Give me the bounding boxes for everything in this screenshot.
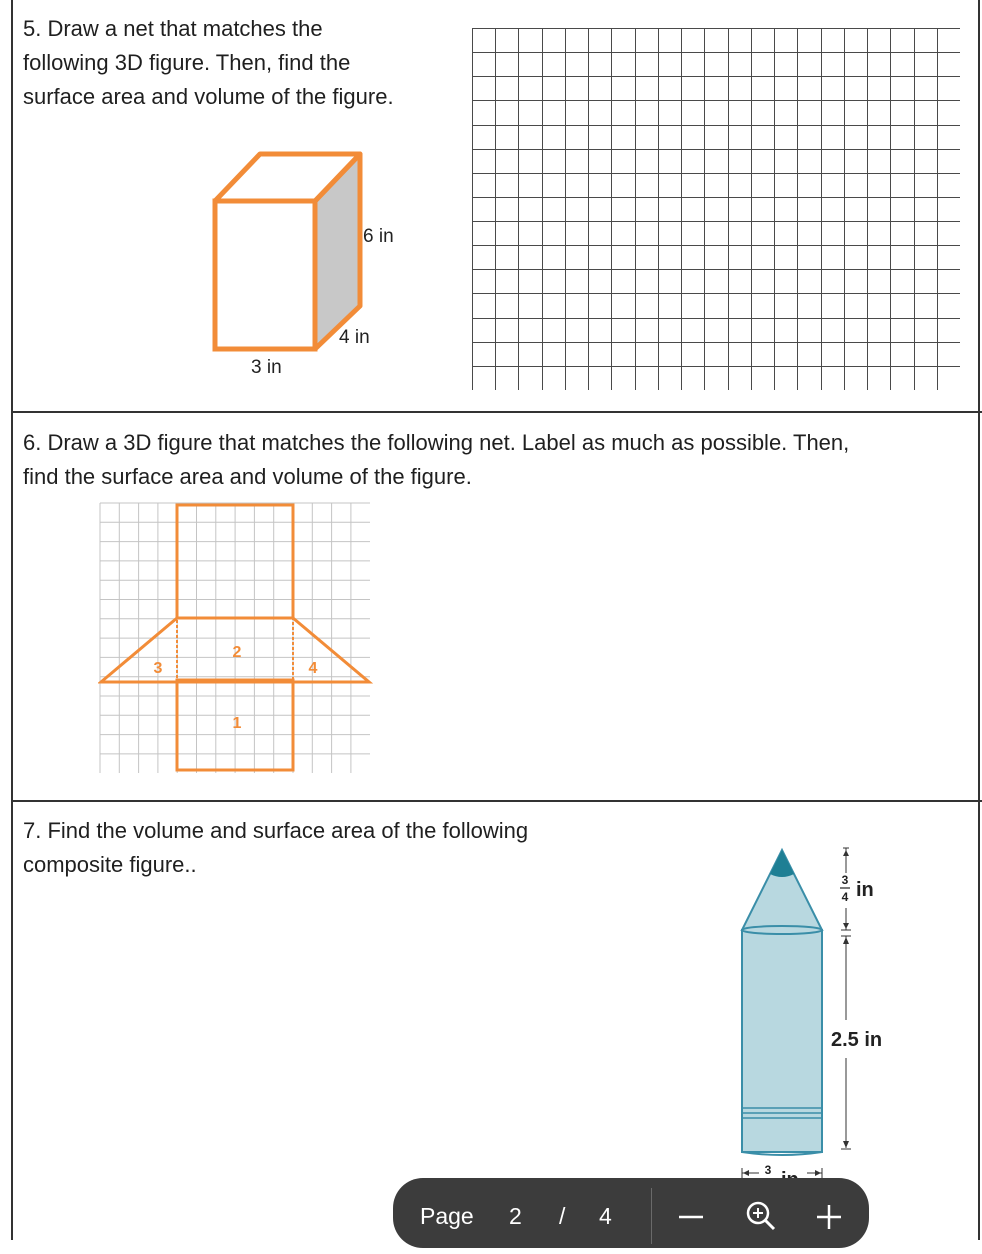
toolbar-divider [651,1188,652,1244]
grid-paper [472,28,960,390]
pencil-figure [725,840,925,1200]
net-label-bottom: 1 [232,715,242,732]
plus-icon [809,1196,849,1236]
pdf-toolbar [393,1178,869,1248]
question-6-text: 6. Draw a 3D figure that matches the following net. Label as much as possible. Then, find the surface area and volume of the figure. [23,430,850,489]
cone-height-den: 4 [841,890,849,904]
prism-front-face [215,201,315,349]
zoom-in-button[interactable] [809,1196,849,1236]
zoom-out-button[interactable] [671,1196,711,1236]
page-label: Page [420,1203,474,1229]
prism-depth-label: 4 in [339,327,370,348]
diameter-num: 3 [764,1163,772,1177]
section-divider-2 [11,800,982,802]
net-label-right: 4 [308,660,318,677]
cone-height-unit: in [856,879,874,901]
cone-tip [770,850,794,874]
page-separator: / [559,1203,566,1229]
triangular-prism-net [98,500,373,778]
question-5-text: 5. Draw a net that matches the following 3D figure. Then, find the surface area and volume of the figure. [23,16,394,109]
cone-height-num: 3 [841,873,849,887]
current-page-input[interactable]: 2 [509,1203,522,1229]
section-divider-1 [11,411,982,413]
prism-figure [205,145,415,385]
net-right-triangle [293,618,369,682]
cylinder-height-label: 2.5 in [831,1029,883,1051]
prism-height-label: 6 in [363,226,394,247]
net-label-left: 3 [153,660,163,677]
minus-icon [671,1196,711,1236]
zoom-fit-button[interactable] [741,1196,781,1236]
question-7-text: 7. Find the volume and surface area of the following composite figure.. [23,818,529,877]
zoom-icon [741,1196,781,1236]
total-pages: 4 [599,1203,612,1229]
net-label-top: 2 [232,644,242,661]
prism-width-label: 3 in [251,357,282,378]
